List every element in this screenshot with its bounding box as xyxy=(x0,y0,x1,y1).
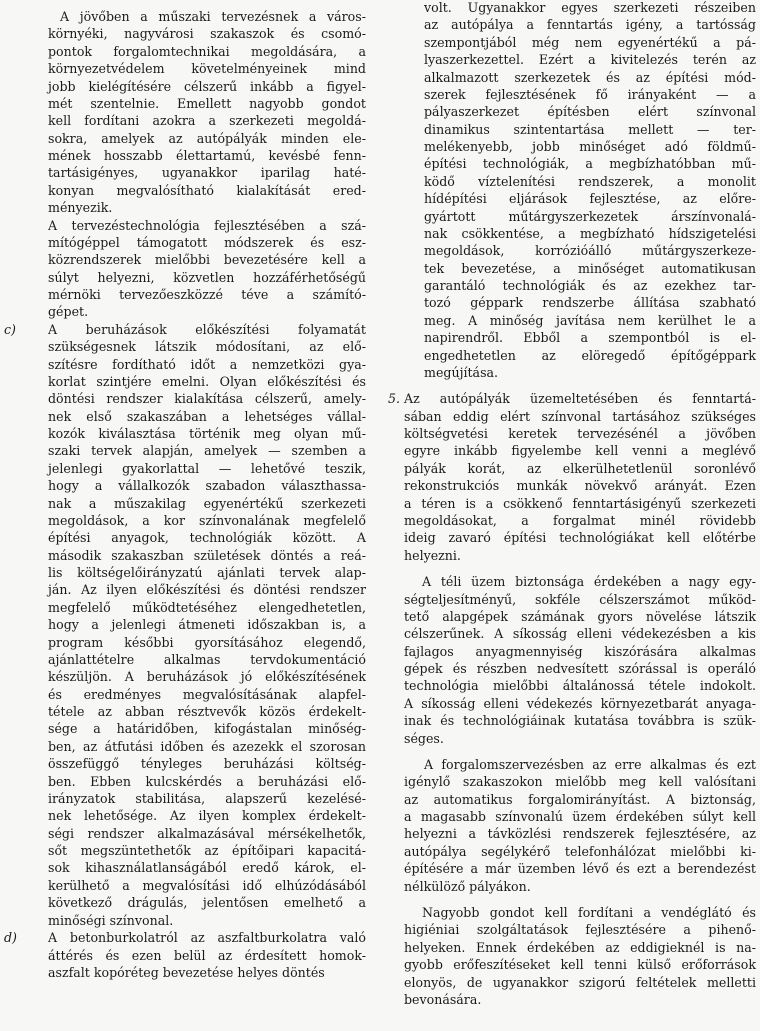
text-line: építésére a már üzemben lévő és ezt a berendezést xyxy=(404,861,756,877)
text-line: A síkosság elleni védekezés környezetbarát anyaga- xyxy=(404,695,756,711)
text-line: alkalmazott szerkezetek és az építési mód- xyxy=(424,69,756,85)
text-line: technológia mielőbbi általánossá tétele indokolt. xyxy=(404,678,756,694)
text-line: nak csökkentése, a megbízható hídszigetelési xyxy=(424,225,756,241)
text-line: megoldások, a kor színvonalának megfelelő xyxy=(48,512,366,528)
text-line: szítésre fordítható időt a nemzetközi gya- xyxy=(48,356,366,372)
text-line: hídépítési eljárások fejlesztése, az előre- xyxy=(424,191,756,207)
paragraph-r5 xyxy=(384,390,756,564)
text-line: hogy a vállalkozók szabadon választhassa- xyxy=(48,478,366,494)
paragraph-p1 xyxy=(24,8,366,217)
paragraph-r6 xyxy=(384,573,756,747)
paragraph-p2 xyxy=(24,217,366,321)
paragraph-r1 xyxy=(384,0,756,381)
text-line: helyezni a távközlési rendszerek fejlesztésére, az xyxy=(404,826,756,842)
text-line: lis költségelőirányzatú ajánlati tervek alap- xyxy=(48,565,366,581)
text-line: sokra, amelyek az autópályák minden ele- xyxy=(48,130,366,146)
text-line: környéki, nagyvárosi szakaszok és csomó- xyxy=(48,26,366,42)
text-line: igénylő szakaszokon mielőbb meg kell valósítani xyxy=(404,774,756,790)
text-line: jelenlegi gyakorlattal — lehetővé teszik, xyxy=(48,460,366,476)
text-line: ideig zavaró építési technológiákat kell előtérbe xyxy=(404,530,756,546)
text-line: nek lehetősége. Az ilyen komplex érdekelt- xyxy=(48,808,366,824)
text-line: ségi rendszer alkalmazásával mérsékelhetők, xyxy=(48,825,366,841)
text-line: aszfalt kopóréteg bevezetése helyes döntés xyxy=(48,964,325,980)
text-line: következő drágulás, jelentősen emelhető a xyxy=(48,895,366,911)
text-line: elonyös, de ugyanakkor szigorú feltételek melletti xyxy=(404,974,756,990)
text-line: építési anyagok, technológiák között. A xyxy=(48,530,366,546)
text-line: pályák korát, az elkerülhetetlenül soronlévő xyxy=(404,460,756,476)
text-line: korlat szintjére emelni. Olyan előkészítési és xyxy=(48,373,366,389)
text-line: szempontjából még nem egyenértékű a pá- xyxy=(424,34,756,50)
text-line: áttérés és ezen belül az érdesített homok- xyxy=(48,947,366,963)
text-line: mének hosszabb élettartamú, kevésbé fenn- xyxy=(48,148,366,163)
text-line: volt. Ugyanakkor egyes szerkezeti részeiben xyxy=(424,0,756,15)
text-line: irányzatok stabilitása, alapszerű kezelésé- xyxy=(48,790,366,806)
text-line: megújítása. xyxy=(424,364,499,380)
text-line: autópálya segélykérő telefonhálózat mielőbbi ki- xyxy=(404,843,756,859)
text-line: az autópálya a fenntartás igény, a tartósság xyxy=(424,17,756,33)
text-line: környezetvédelem követelményeinek mind xyxy=(48,61,366,77)
text-line: a téren is a csökkenő fenntartásigényű szerkezeti xyxy=(404,495,756,511)
text-line: ben, az átfutási időben és azezekk el szorosan xyxy=(48,738,366,754)
text-line: gépet. xyxy=(48,304,89,320)
text-line: tek bevezetése, a minőséget automatikusan xyxy=(424,260,756,276)
text-line: konyan megvalósítható kialakítását ered- xyxy=(48,182,366,198)
text-line: súlyt helyezni, közvetlen hozzáférhetőségű xyxy=(48,269,366,285)
text-line: ajánlattételre alkalmas tervdokumentáció xyxy=(48,651,366,667)
text-line: tétele az abban résztvevők közös érdekelt- xyxy=(48,704,366,720)
text-line: lyaszerkezettel. Ezért a kivitelezés terén az xyxy=(424,52,756,68)
text-line: fajlagos anyagmennyiség kiszórására alkalmas xyxy=(404,643,756,659)
text-line: egyre inkább figyelembe kell venni a meglévő xyxy=(404,443,756,459)
paragraph-r7 xyxy=(384,756,756,895)
text-line: bevonására. xyxy=(404,991,482,1007)
text-line: helyeken. Ennek érdekében az eddigieknél is na- xyxy=(404,939,756,955)
text-line: kozók kiválasztása történik meg olyan mű- xyxy=(48,426,366,442)
text-line: A beruházások előkészítési folyamatát xyxy=(48,321,366,337)
text-line: A betonburkolatról az aszfaltburkolatra való xyxy=(48,930,366,946)
text-line: napirendről. Ebből a szempontból is el- xyxy=(424,330,756,346)
text-line: dinamikus szintentartása mellett — ter- xyxy=(424,121,756,137)
text-line: kell fordítani azokra a szerkezeti megoldá- xyxy=(48,113,366,129)
paragraph-c xyxy=(4,321,366,929)
text-line: pályaszerkezet építésben elért színvonal xyxy=(424,104,756,120)
text-line: ségteljesítményű, sokféle célszerszámot működ- xyxy=(404,591,756,607)
text-line: és eredményes megvalósításának alapfel- xyxy=(48,686,366,702)
text-line: költségvetési keretek tervezésénél a jövőben xyxy=(404,426,756,442)
text-line: sában eddig elért színvonal tartásához szükséges xyxy=(404,408,756,424)
text-line: inak és technológiáinak kutatása továbbra is szük- xyxy=(404,713,756,729)
text-line: Az autópályák üzemeltetésében és fenntartá- xyxy=(404,391,756,407)
text-line: garantáló technológiák és az ezekhez tar- xyxy=(424,278,756,293)
text-line: nak a műszakilag egyenértékű szerkezeti xyxy=(48,495,366,511)
paragraph-d xyxy=(4,929,366,981)
text-line: pontok forgalomtechnikai megoldására, a xyxy=(48,43,366,59)
text-line: ján. Az ilyen előkészítési és döntési rendszer xyxy=(48,582,366,598)
text-line: ben. Ebben kulcskérdés a beruházási elő- xyxy=(48,773,366,789)
text-line: higiéniai szolgáltatások fejlesztésére a pihenő- xyxy=(404,922,756,938)
text-line: sok kihasználatlanságából eredő károk, el- xyxy=(48,860,366,876)
text-line: szükségesnek látszik módosítani, az elő- xyxy=(48,339,366,355)
text-line: a magasabb színvonalú üzem érdekében súlyt kell xyxy=(404,809,756,825)
text-line: sőt megszüntethetők az építőipari kapacitá- xyxy=(48,843,366,859)
list-marker: d) xyxy=(4,930,17,946)
paragraph-r8 xyxy=(384,904,756,1008)
text-line: gyártott műtárgyszerkezetek árszínvonalá- xyxy=(424,208,756,224)
text-line: tozó géppark rendszerbe állítása szabható xyxy=(424,295,756,311)
text-line: helyezni. xyxy=(404,547,461,563)
text-line: az automatikus forgalomirányítást. A biztonság, xyxy=(404,791,756,807)
text-line: gyobb erőfeszítéseket kell tenni külső erőforrások xyxy=(404,957,756,973)
text-line: nélkülöző pályákon. xyxy=(404,878,531,894)
text-line: sége a határidőben, kifogástalan minőség- xyxy=(48,721,366,737)
text-line: meg. A minőség javítása nem kerülhet le a xyxy=(424,312,756,328)
text-line: program későbbi gyorsításához elegendő, xyxy=(48,634,366,650)
text-line: szerek fejlesztésének fő irányaként — a xyxy=(424,86,756,102)
text-line: melékenyebb, jobb minőséget adó földmű- xyxy=(424,139,756,154)
text-line: készüljön. A beruházások jó előkészítésének xyxy=(48,669,366,685)
text-line: célszerűnek. A síkosság elleni védekezésben a kis xyxy=(404,626,756,642)
text-line: megoldásokat, a forgalmat minél rövidebb xyxy=(404,512,756,528)
text-line: második szakaszban születések döntés a reá- xyxy=(48,547,366,563)
text-line: építési technológiák, a megbízhatóbban mű- xyxy=(424,156,756,172)
text-line: hogy a jelenlegi átmeneti időszakban is, a xyxy=(48,617,366,633)
text-line: séges. xyxy=(404,730,444,746)
text-line: megfelelő működtetéséhez elengedhetetlen, xyxy=(48,599,366,615)
text-line: mét szentelnie. Emellett nagyobb gondot xyxy=(48,95,366,111)
text-line: nek első szakaszában a lehetséges vállal- xyxy=(48,408,366,424)
text-line: ködő víztelenítési rendszerek, a monolit xyxy=(424,173,756,189)
text-line: gépek és részben nedvesített szórással is operáló xyxy=(404,661,756,677)
list-marker: c) xyxy=(4,321,16,337)
text-line: mítógéppel támogatott módszerek és esz- xyxy=(48,234,366,250)
text-line: döntési rendszer kialakítása célszerű, amely- xyxy=(48,391,366,407)
text-line: minőségi színvonal. xyxy=(48,912,174,928)
text-line: engedhetetlen az elöregedő építőgéppark xyxy=(424,347,756,363)
text-line: mérnöki tervezőeszközzé téve a számító- xyxy=(48,287,366,303)
text-line: A forgalomszervezésben az erre alkalmas és ezt xyxy=(424,756,756,772)
text-line: összefüggő tényleges beruházási költség- xyxy=(48,756,366,772)
text-line: közrendszerek mielőbbi bevezetésére kell a xyxy=(48,252,366,268)
text-line: A téli üzem biztonsága érdekében a nagy egy- xyxy=(422,574,756,590)
text-line: jobb kielégítésére célszerű inkább a figyel- xyxy=(48,78,366,94)
text-line: ményezik. xyxy=(48,200,113,216)
text-line: A jövőben a műszaki tervezésnek a város- xyxy=(60,9,366,24)
text-line: szaki tervek alapján, amelyek — szemben a xyxy=(48,443,366,459)
text-line: kerülhető a megvalósítási idő elhúzódásából xyxy=(48,877,366,893)
text-line: A tervezéstechnológia fejlesztésében a szá- xyxy=(48,217,366,233)
text-line: tartásigényes, ugyanakkor iparilag haté- xyxy=(48,165,366,181)
text-line: megoldások, korrózióálló műtárgyszerkeze- xyxy=(424,243,756,259)
text-line: tető alapgépek számának gyors növelése látszik xyxy=(404,608,756,624)
text-line: Nagyobb gondot kell fordítani a vendéglátó és xyxy=(422,905,756,920)
text-line: rekonstrukciós munkák növekvő arányát. Ezen xyxy=(404,478,756,494)
list-marker: 5. xyxy=(388,391,401,407)
